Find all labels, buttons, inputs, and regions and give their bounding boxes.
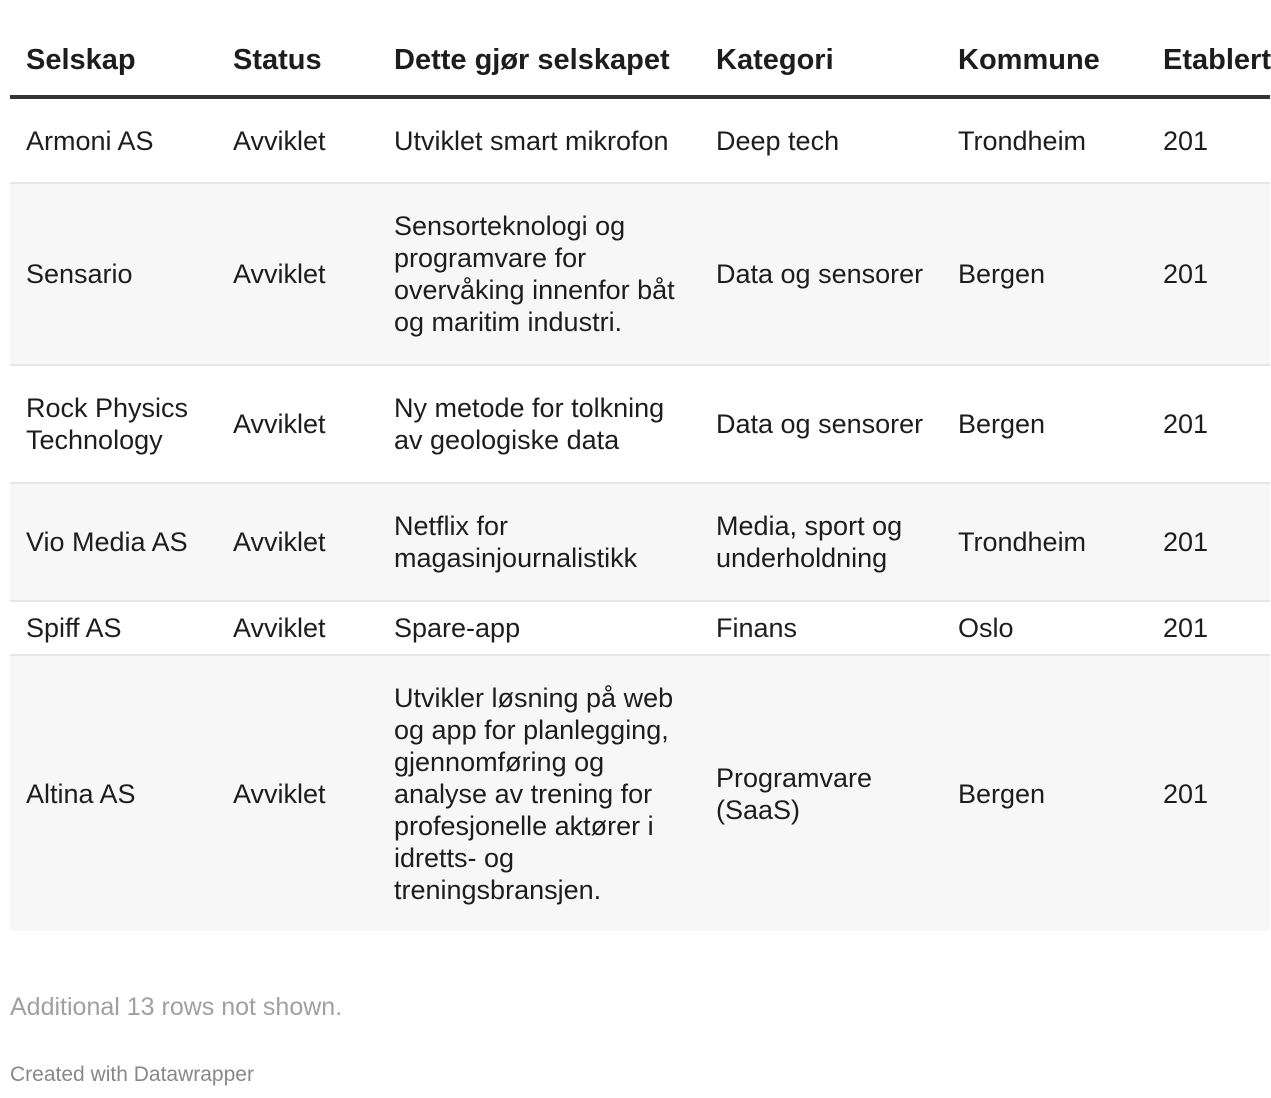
cell-selskap: Vio Media AS <box>10 483 217 601</box>
data-table-container <box>10 0 1271 931</box>
cell-kategori: Media, sport og underholdning <box>700 483 942 601</box>
column-header-status[interactable]: Status <box>217 0 378 97</box>
cell-etablert: 201 <box>1147 365 1270 483</box>
cell-beskrivelse: Spare-app <box>378 601 700 655</box>
cell-beskrivelse: Ny metode for tolkning av geologiske data <box>378 365 700 483</box>
datawrapper-credit[interactable]: Created with Datawrapper <box>10 1063 254 1086</box>
cell-etablert: 201 <box>1147 601 1270 655</box>
header-row <box>10 0 1270 97</box>
cell-kommune: Bergen <box>942 365 1147 483</box>
cell-kommune: Bergen <box>942 655 1147 931</box>
table-row <box>10 483 1270 601</box>
cell-kategori: Programvare (SaaS) <box>700 655 942 931</box>
data-table <box>10 0 1270 931</box>
cell-kommune: Bergen <box>942 183 1147 365</box>
column-header-kategori[interactable]: Kategori <box>700 0 942 97</box>
cell-status: Avviklet <box>217 601 378 655</box>
cell-kategori: Finans <box>700 601 942 655</box>
cell-beskrivelse: Utviklet smart mikrofon <box>378 97 700 183</box>
column-header-kommune[interactable]: Kommune <box>942 0 1147 97</box>
cell-beskrivelse: Netflix for magasinjournalistikk <box>378 483 700 601</box>
table-body <box>10 97 1270 931</box>
cell-status: Avviklet <box>217 97 378 183</box>
cell-kommune: Trondheim <box>942 97 1147 183</box>
cell-etablert: 201 <box>1147 483 1270 601</box>
table-row <box>10 97 1270 183</box>
table-row <box>10 183 1270 365</box>
cell-beskrivelse: Utvikler løsning på web og app for planlegging, gjennomføring og analyse av trening for profesjonelle aktører i idretts- og treningsbransjen. <box>378 655 700 931</box>
column-header-beskrivelse[interactable]: Dette gjør selskapet <box>378 0 700 97</box>
table-row <box>10 655 1270 931</box>
cell-selskap: Rock Physics Technology <box>10 365 217 483</box>
cell-kategori: Data og sensorer <box>700 183 942 365</box>
cell-selskap: Altina AS <box>10 655 217 931</box>
rows-not-shown-note: Additional 13 rows not shown. <box>10 993 343 1021</box>
column-header-selskap[interactable]: Selskap <box>10 0 217 97</box>
cell-etablert: 201 <box>1147 655 1270 931</box>
cell-selskap: Sensario <box>10 183 217 365</box>
cell-etablert: 201 <box>1147 183 1270 365</box>
cell-status: Avviklet <box>217 483 378 601</box>
cell-etablert: 201 <box>1147 97 1270 183</box>
cell-kategori: Data og sensorer <box>700 365 942 483</box>
cell-status: Avviklet <box>217 655 378 931</box>
cell-beskrivelse: Sensorteknologi og programvare for overvåking innenfor båt og maritim industri. <box>378 183 700 365</box>
cell-selskap: Armoni AS <box>10 97 217 183</box>
cell-kategori: Deep tech <box>700 97 942 183</box>
cell-status: Avviklet <box>217 365 378 483</box>
column-header-etablert[interactable]: Etablert <box>1147 0 1270 97</box>
table-header <box>10 0 1270 97</box>
table-row <box>10 365 1270 483</box>
cell-kommune: Trondheim <box>942 483 1147 601</box>
cell-selskap: Spiff AS <box>10 601 217 655</box>
table-row <box>10 601 1270 655</box>
cell-status: Avviklet <box>217 183 378 365</box>
cell-kommune: Oslo <box>942 601 1147 655</box>
